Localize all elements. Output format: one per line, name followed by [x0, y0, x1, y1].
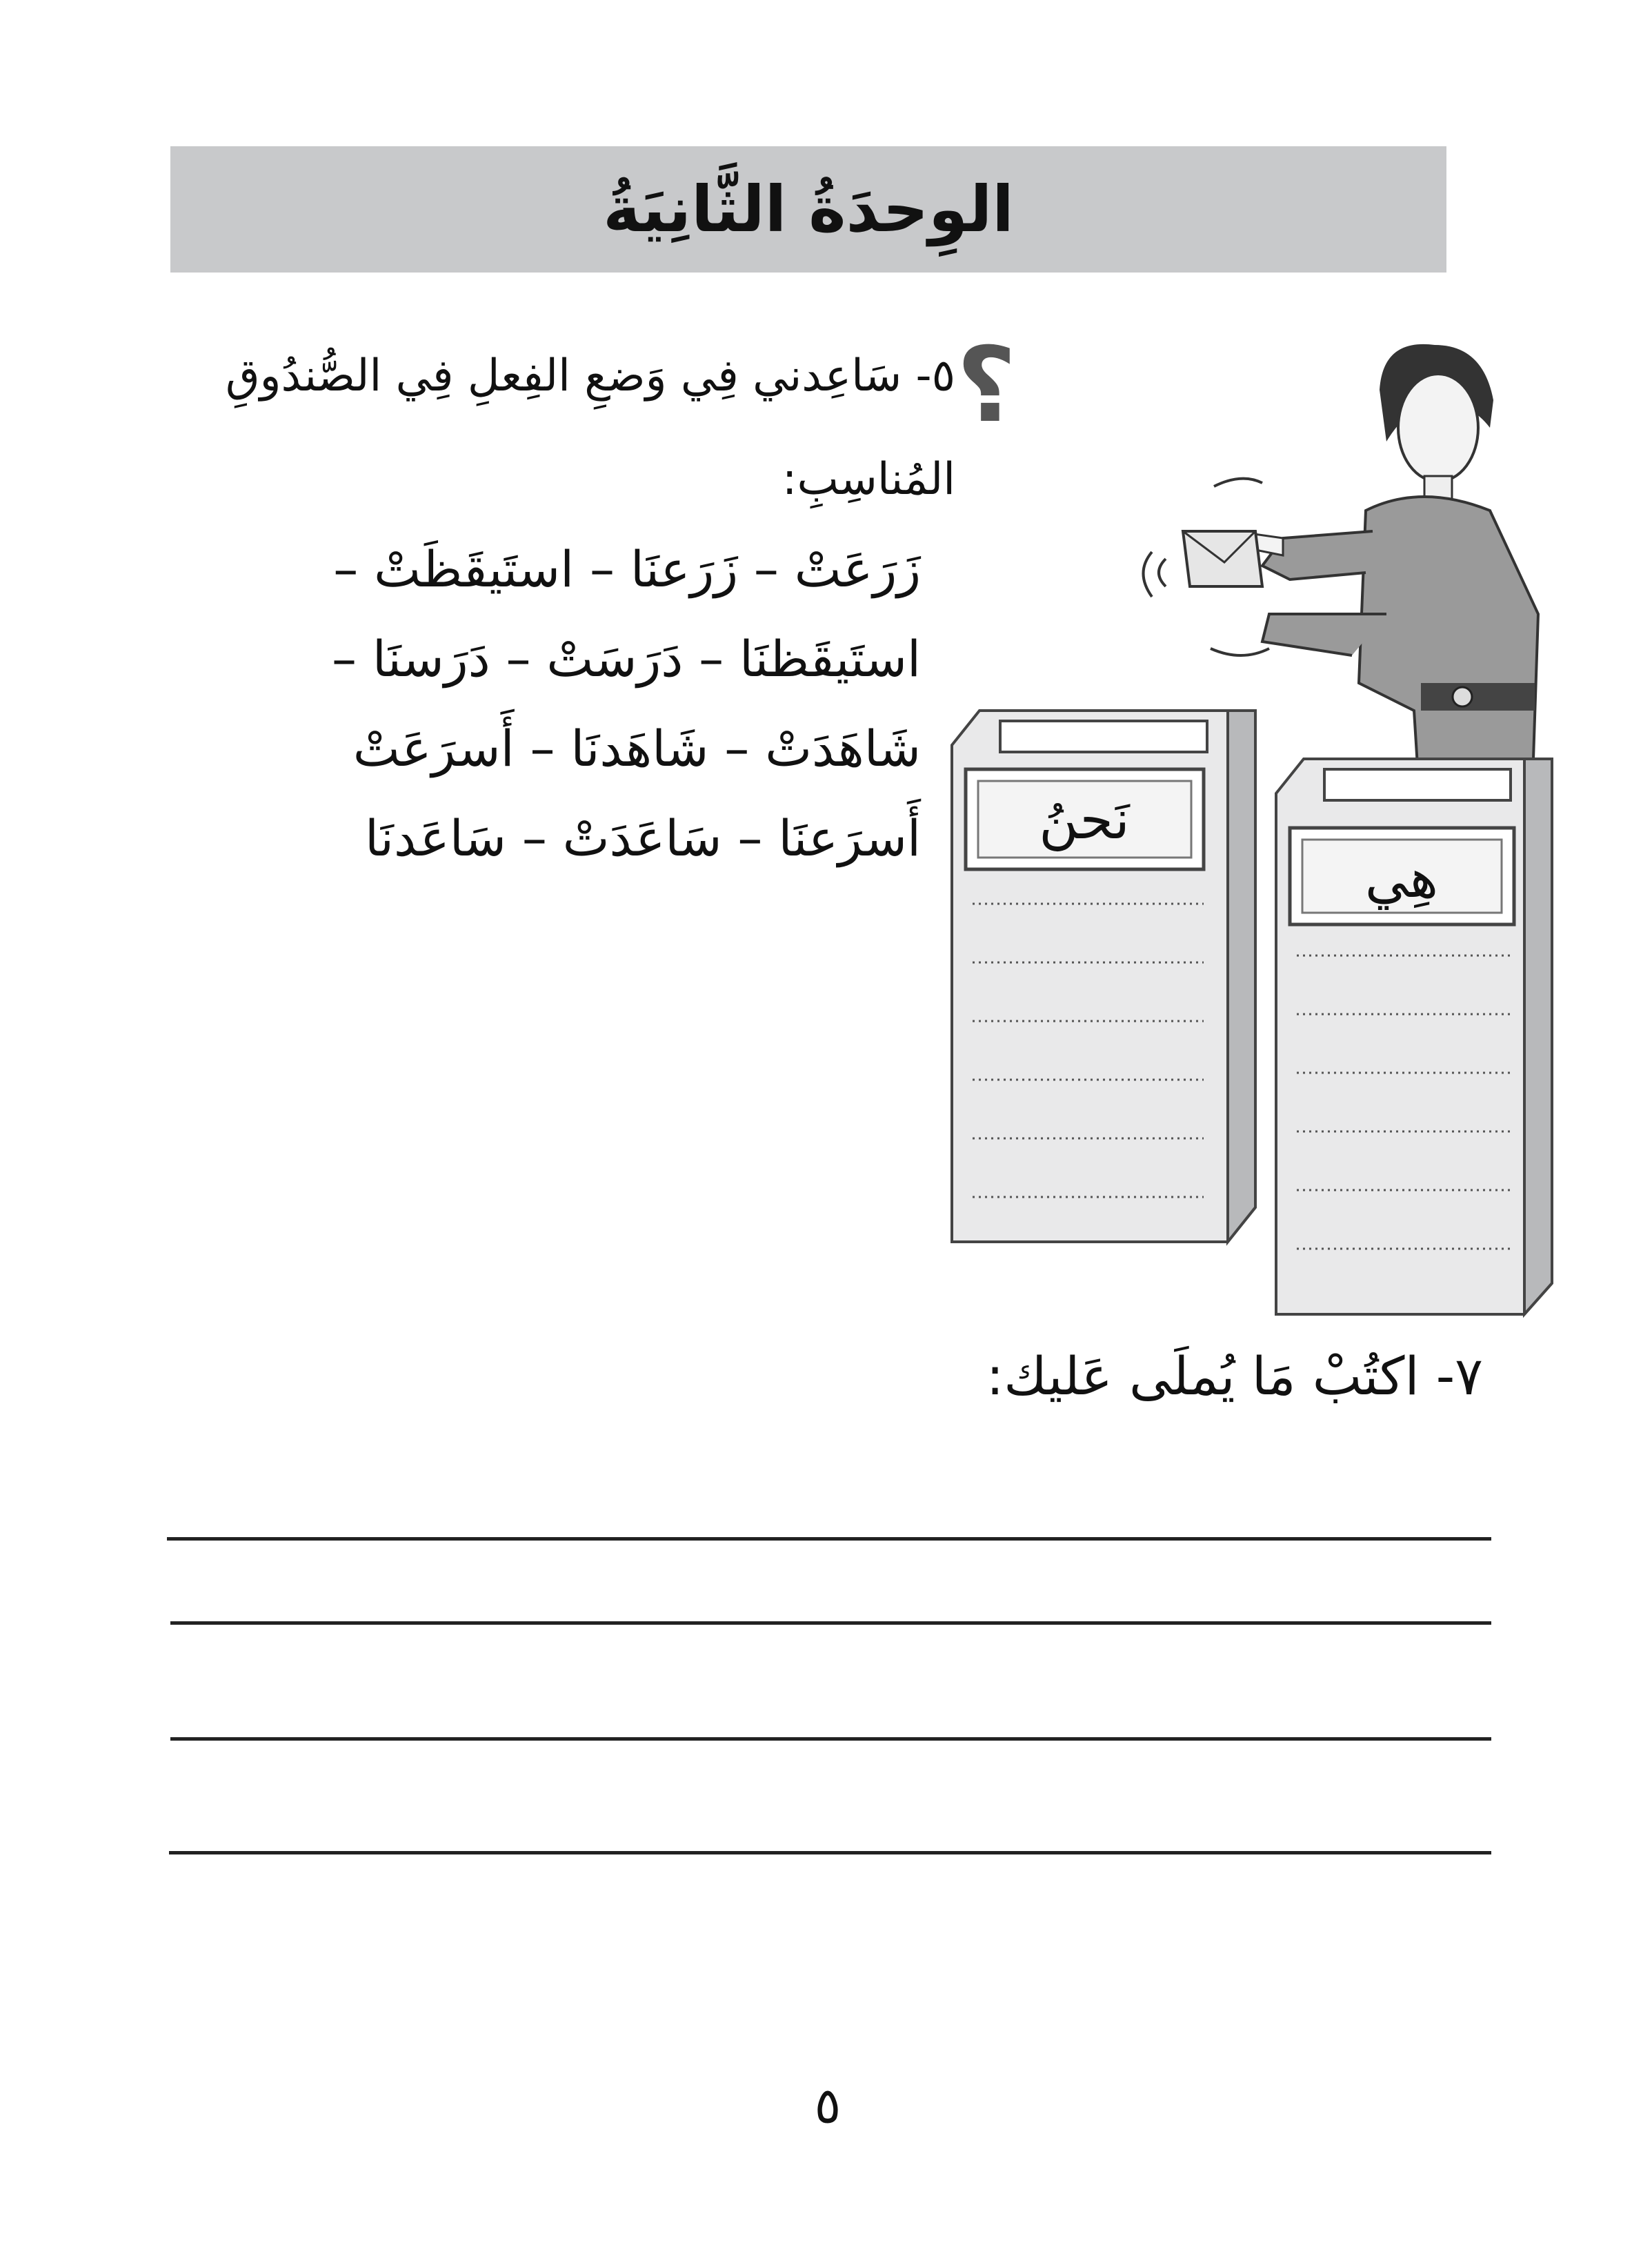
illustration [938, 324, 1566, 1318]
writing-line[interactable] [170, 1621, 1491, 1625]
verb-line: استَيقَظنَا – دَرَسَتْ – دَرَسنَا – [331, 630, 921, 688]
writing-line[interactable] [170, 1737, 1491, 1741]
unit-header [170, 146, 1446, 273]
instruction-line-2: المُناسِبِ: [782, 454, 955, 505]
box-hiya-label: هِي [1364, 848, 1439, 910]
question-mark-icon: ؟ [956, 326, 1017, 446]
verb-line: أَسرَعنَا – سَاعَدَتْ – سَاعَدنَا [364, 809, 921, 867]
envelope-icon [1144, 479, 1270, 655]
exercise-5-instruction [210, 324, 955, 531]
unit-title: الوِحدَةُ الثَّانِيَةُ [603, 172, 1014, 246]
writing-line[interactable] [169, 1851, 1491, 1854]
page-number: ٥ [814, 2077, 842, 2135]
verb-bank [162, 524, 921, 883]
instruction-line-1: ٥- سَاعِدني فِي وَضعِ الفِعلِ فِي الصُّندُوقِ [225, 350, 955, 402]
box-nahnu [952, 711, 1255, 1242]
verb-line: شَاهَدَتْ – شَاهَدنَا – أَسرَعَتْ [352, 720, 921, 778]
verb-line: زَرَعَتْ – زَرَعنَا – استَيقَظَتْ – [333, 540, 921, 598]
exercise-7-instruction: ٧- اكتُبْ مَا يُملَى عَليك: [986, 1345, 1483, 1407]
box-hiya [1276, 759, 1552, 1314]
writing-line[interactable] [167, 1537, 1491, 1541]
box-nahnu-label: نَحنُ [1039, 789, 1130, 851]
